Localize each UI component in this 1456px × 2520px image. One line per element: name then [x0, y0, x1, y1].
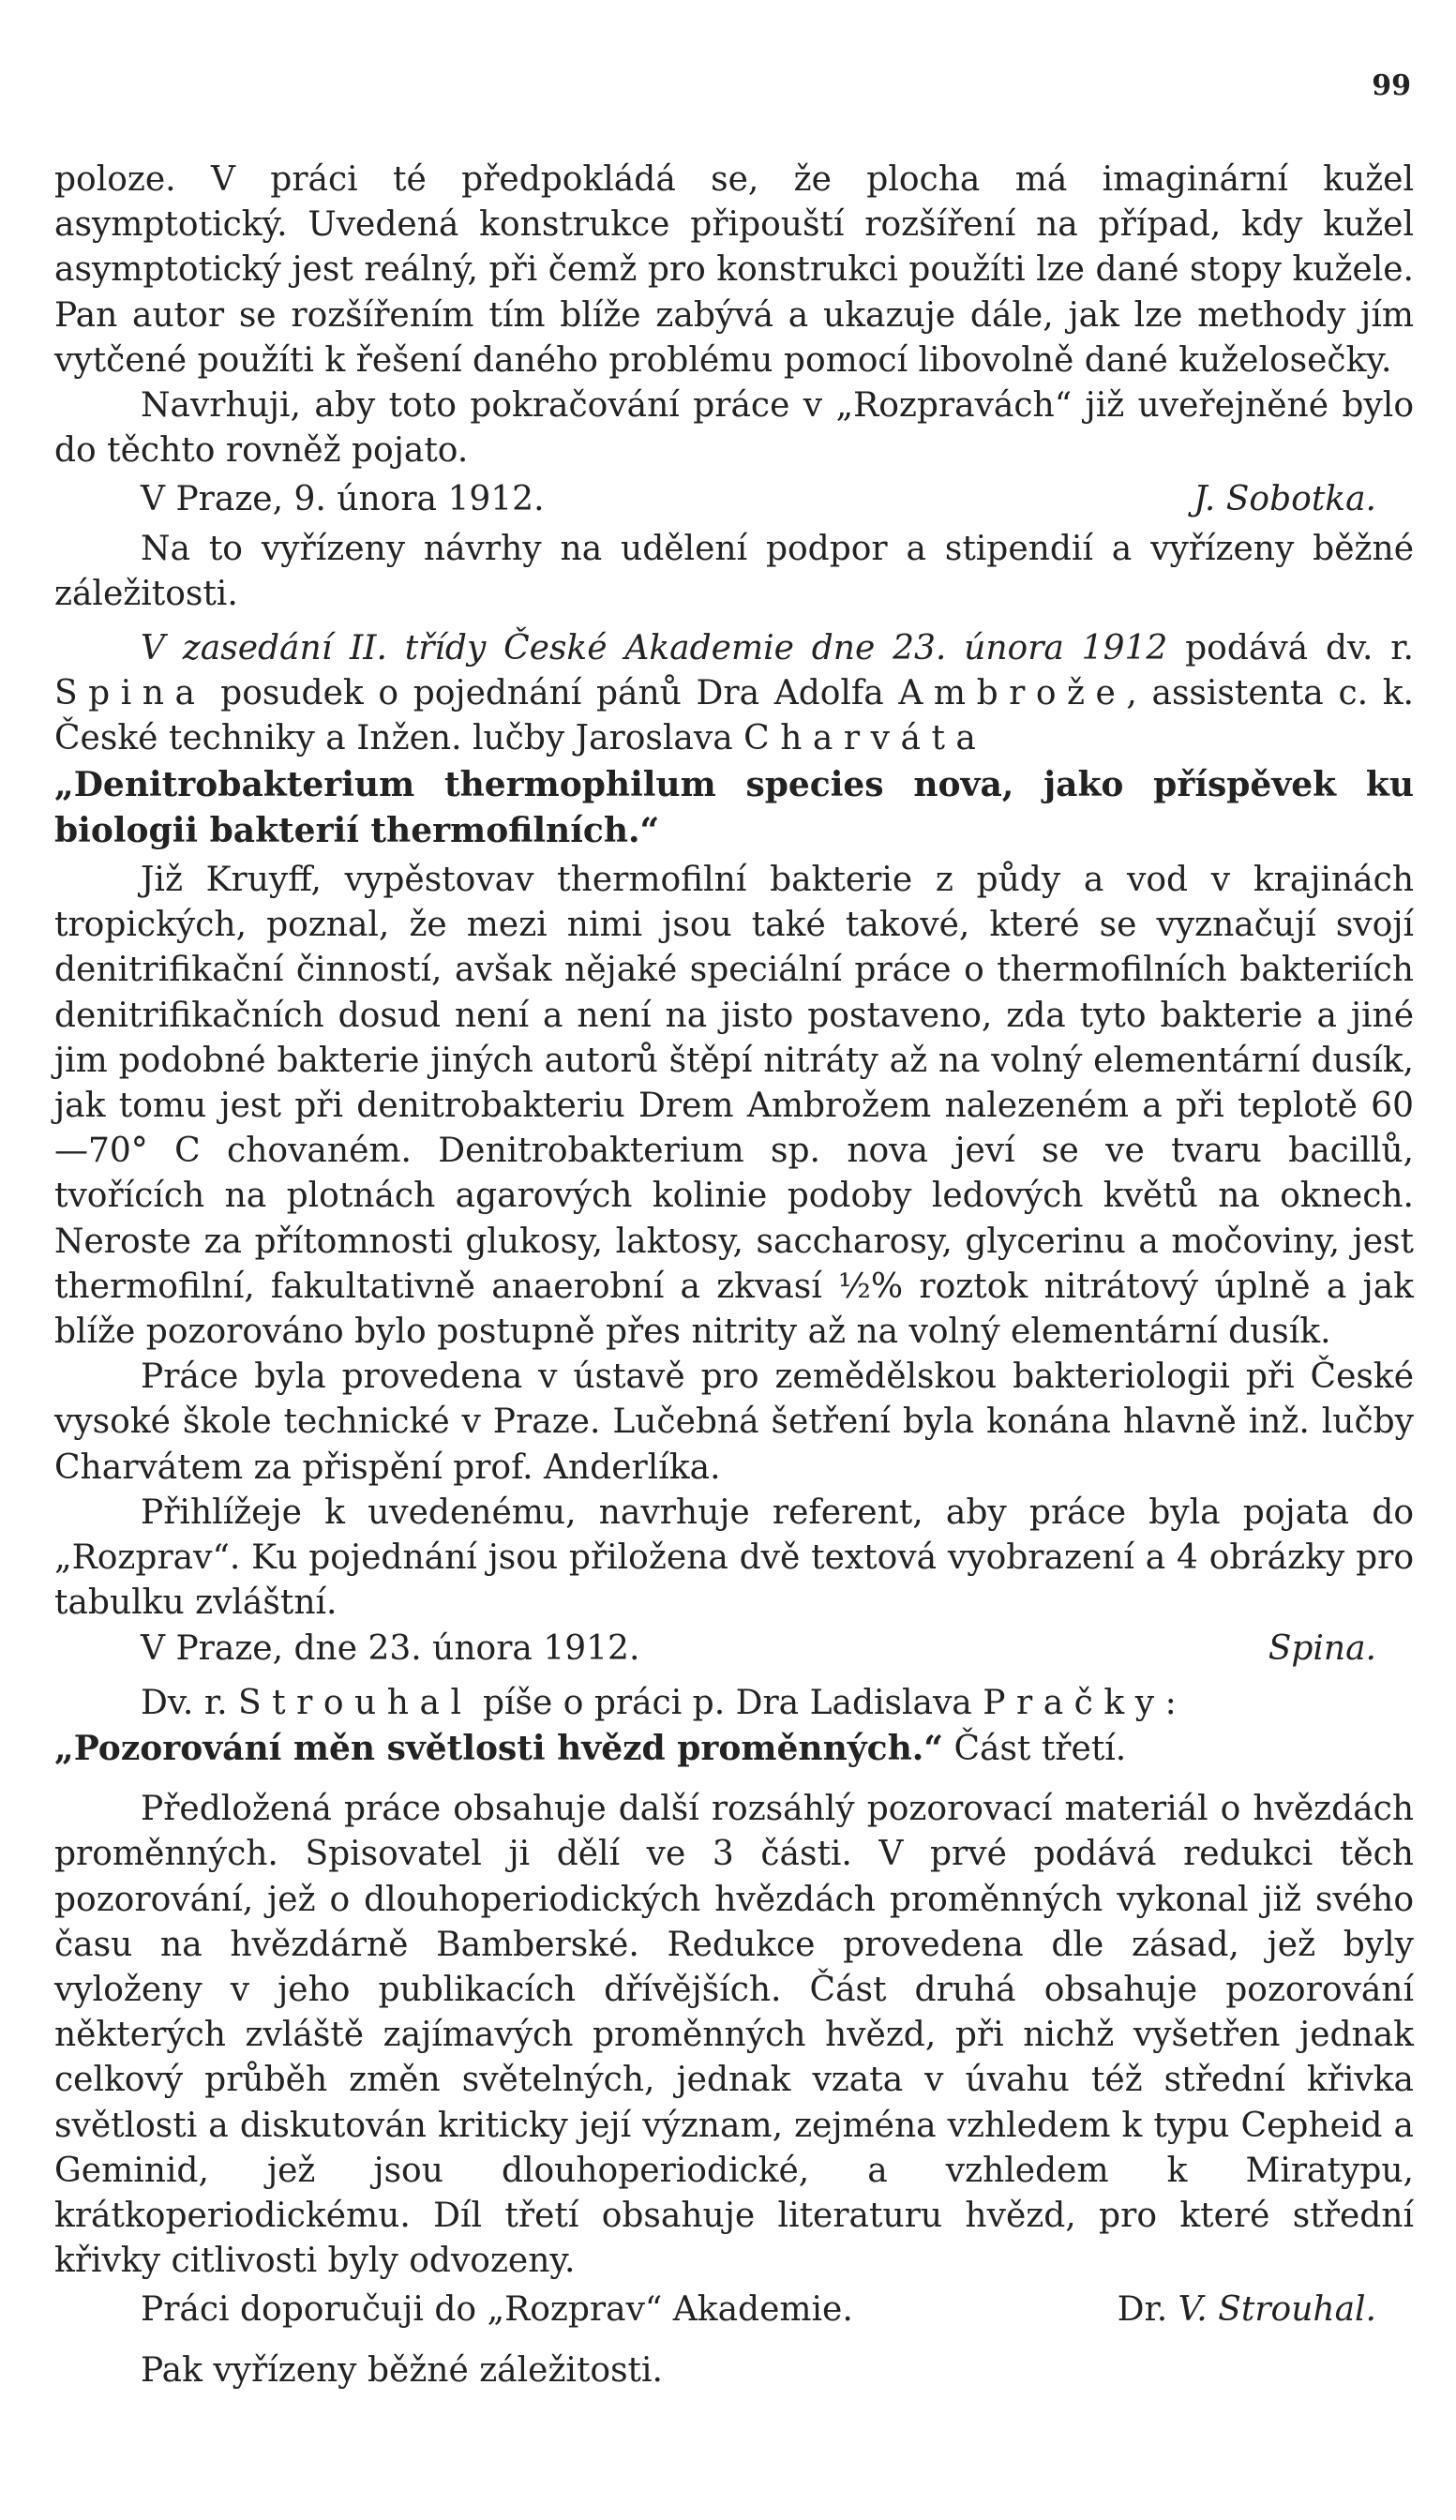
paragraph-proposal: Navrhuji, aby toto pokračování práce v „Rozpravách“ již uveřejněné bylo do těchto rovněž pojato.	[54, 386, 1414, 471]
author-name: Pračky	[983, 1683, 1165, 1722]
signature-name: J. Sobotka.	[1193, 480, 1376, 519]
paragraph-strouhal: Dv. r. Strouhal píše o práci p. Dra Ladislava Pračky: „Pozorování měn světlosti hvězd proměnných.“ Část třetí.	[54, 1683, 1177, 1768]
signature-place-date: V Praze, 9. února 1912.	[141, 480, 545, 519]
author-name: Spina	[54, 674, 206, 713]
page-number: 99	[1372, 69, 1411, 102]
session-heading: V zasedání II. třídy České Akademie dne 23. února 1912	[141, 629, 1168, 668]
author-name: Ambrože	[898, 674, 1127, 713]
signature-sobotka	[54, 477, 1414, 522]
paragraph-kruyff: Již Kruyff, vypěstovav thermofilní bakterie z půdy a vod v krajinách tropických, poznal, že mezi nimi jsou také takové, které se vyznačují svojí denitrifikační činností, avšak nějaké speciální práce o thermofilních bakteriích denitrifikačních dosud není a není na jisto postaveno, zda tyto bakterie a jiné jim podobné bakterie jiných autorů štěpí nitráty až na volný elementární dusík, jak tomu jest při denitrobakteriu Drem Ambrožem nalezeném a při teplotě 60—70° C chovaném. Denitrobakterium sp. nova jeví se ve tvaru bacillů, tvořících na plotnách agarových kolinie podoby ledových květů na oknech. Neroste za přítomnosti glukosy, laktosy, saccharosy, glycerinu a močoviny, jest thermofilní, fakultativně anaerobní a zkvasí ½% roztok nitrátový úplně a jak blíže pozorováno bylo postupně přes nitrity až na volný elementární dusík.	[54, 861, 1414, 1352]
signature-strouhal: Práci doporučuji do „Rozprav“ Akademie. Dr. V. Strouhal.	[54, 2288, 1414, 2332]
paragraph-closing: Pak vyřízeny běžné záležitosti.	[141, 2350, 663, 2390]
paragraph-referent: Přihlížeje k uvedenému, navrhuje referent, aby práce byla pojata do „Rozprav“. Ku pojednání jsou přiložena dvě textová vyobrazení a 4 obrázky pro tabulku zvláštní.	[54, 1492, 1414, 1623]
paragraph-continuation: poloze. V práci té předpokládá se, že plocha má imaginární kužel asymptotický. Uvedená konstrukce připouští rozšíření na případ, kdy kužel asymptotický jest reálný, při čemž pro konstrukci použíti lze dané stopy kužele. Pan autor se rozšířením tím blíže zabývá a ukazuje dále, jak lze methody jím vytčené použíti k řešení daného problému pomocí libovolně dané kuželosečky.	[54, 160, 1414, 380]
recommendation: Práci doporučuji do „Rozprav“ Akademie.	[141, 2290, 853, 2330]
paragraph-review: Předložená práce obsahuje další rozsáhlý pozorovací materiál o hvězdách proměnných. Spisovatel ji dělí ve 3 části. V prvé podává redukci těch pozorování, jež o dlouhoperiodických hvězdách proměnných vykonal již svého času na hvězdárně Bamberské. Redukce provedena dle zásad, jež byly vyloženy v jeho publikacích dřívějších. Část druhá obsahuje pozorování některých zvláště zajímavých proměnných hvězd, při nichž vyšetřen jednak celkový průběh změn světelných, jednak vzata v úvahu též střední křivka světlosti a diskutován kriticky její význam, zejména vzhledem k typu Cepheid a Geminid, jež jsou dlouhoperiodické, a vzhledem k Miratypu, krátkoperiodickému. Díl třetí obsahuje literaturu hvězd, pro které střední křivky citlivosti byly odvozeny.	[54, 1790, 1414, 2281]
work-title: „Denitrobakterium thermophilum species nova, jako příspěvek ku biologii bakterií thermofilních.“	[54, 764, 1414, 850]
signature-spina	[54, 1627, 1414, 1672]
paragraph-resolution: Na to vyřízeny návrhy na udělení podpor a stipendií a vyřízeny běžné záležitosti.	[54, 529, 1414, 613]
paragraph-work-done: Práce byla provedena v ústavě pro zemědělskou bakteriologii při České vysoké škole technické v Praze. Lučebná šetření byla konána hlavně inž. lučby Charvátem za přispění prof. Anderlíka.	[54, 1358, 1414, 1487]
author-name: Charváta	[743, 719, 987, 758]
signature-name: V. Strouhal.	[1178, 2290, 1376, 2330]
author-name: Strouhal	[237, 1683, 473, 1722]
document-body	[54, 158, 1414, 2393]
signature-place-date: V Praze, dne 23. února 1912.	[141, 1628, 640, 1668]
paragraph-session: V zasedání II. třídy České Akademie dne 23. února 1912 podává dv. r. Spina posudek o pojednání pánů Dra Adolfa Ambrože, assistenta c. k. České techniky a Inžen. lučby Jaroslava Charváta „Denitrobakterium thermophilum species nova, jako příspěvek ku biologii bakterií thermofilních.“	[54, 629, 1415, 850]
signature-name: Spina.	[1268, 1628, 1376, 1668]
work-title: „Pozorování měn světlosti hvězd proměnných.“	[54, 1728, 943, 1768]
